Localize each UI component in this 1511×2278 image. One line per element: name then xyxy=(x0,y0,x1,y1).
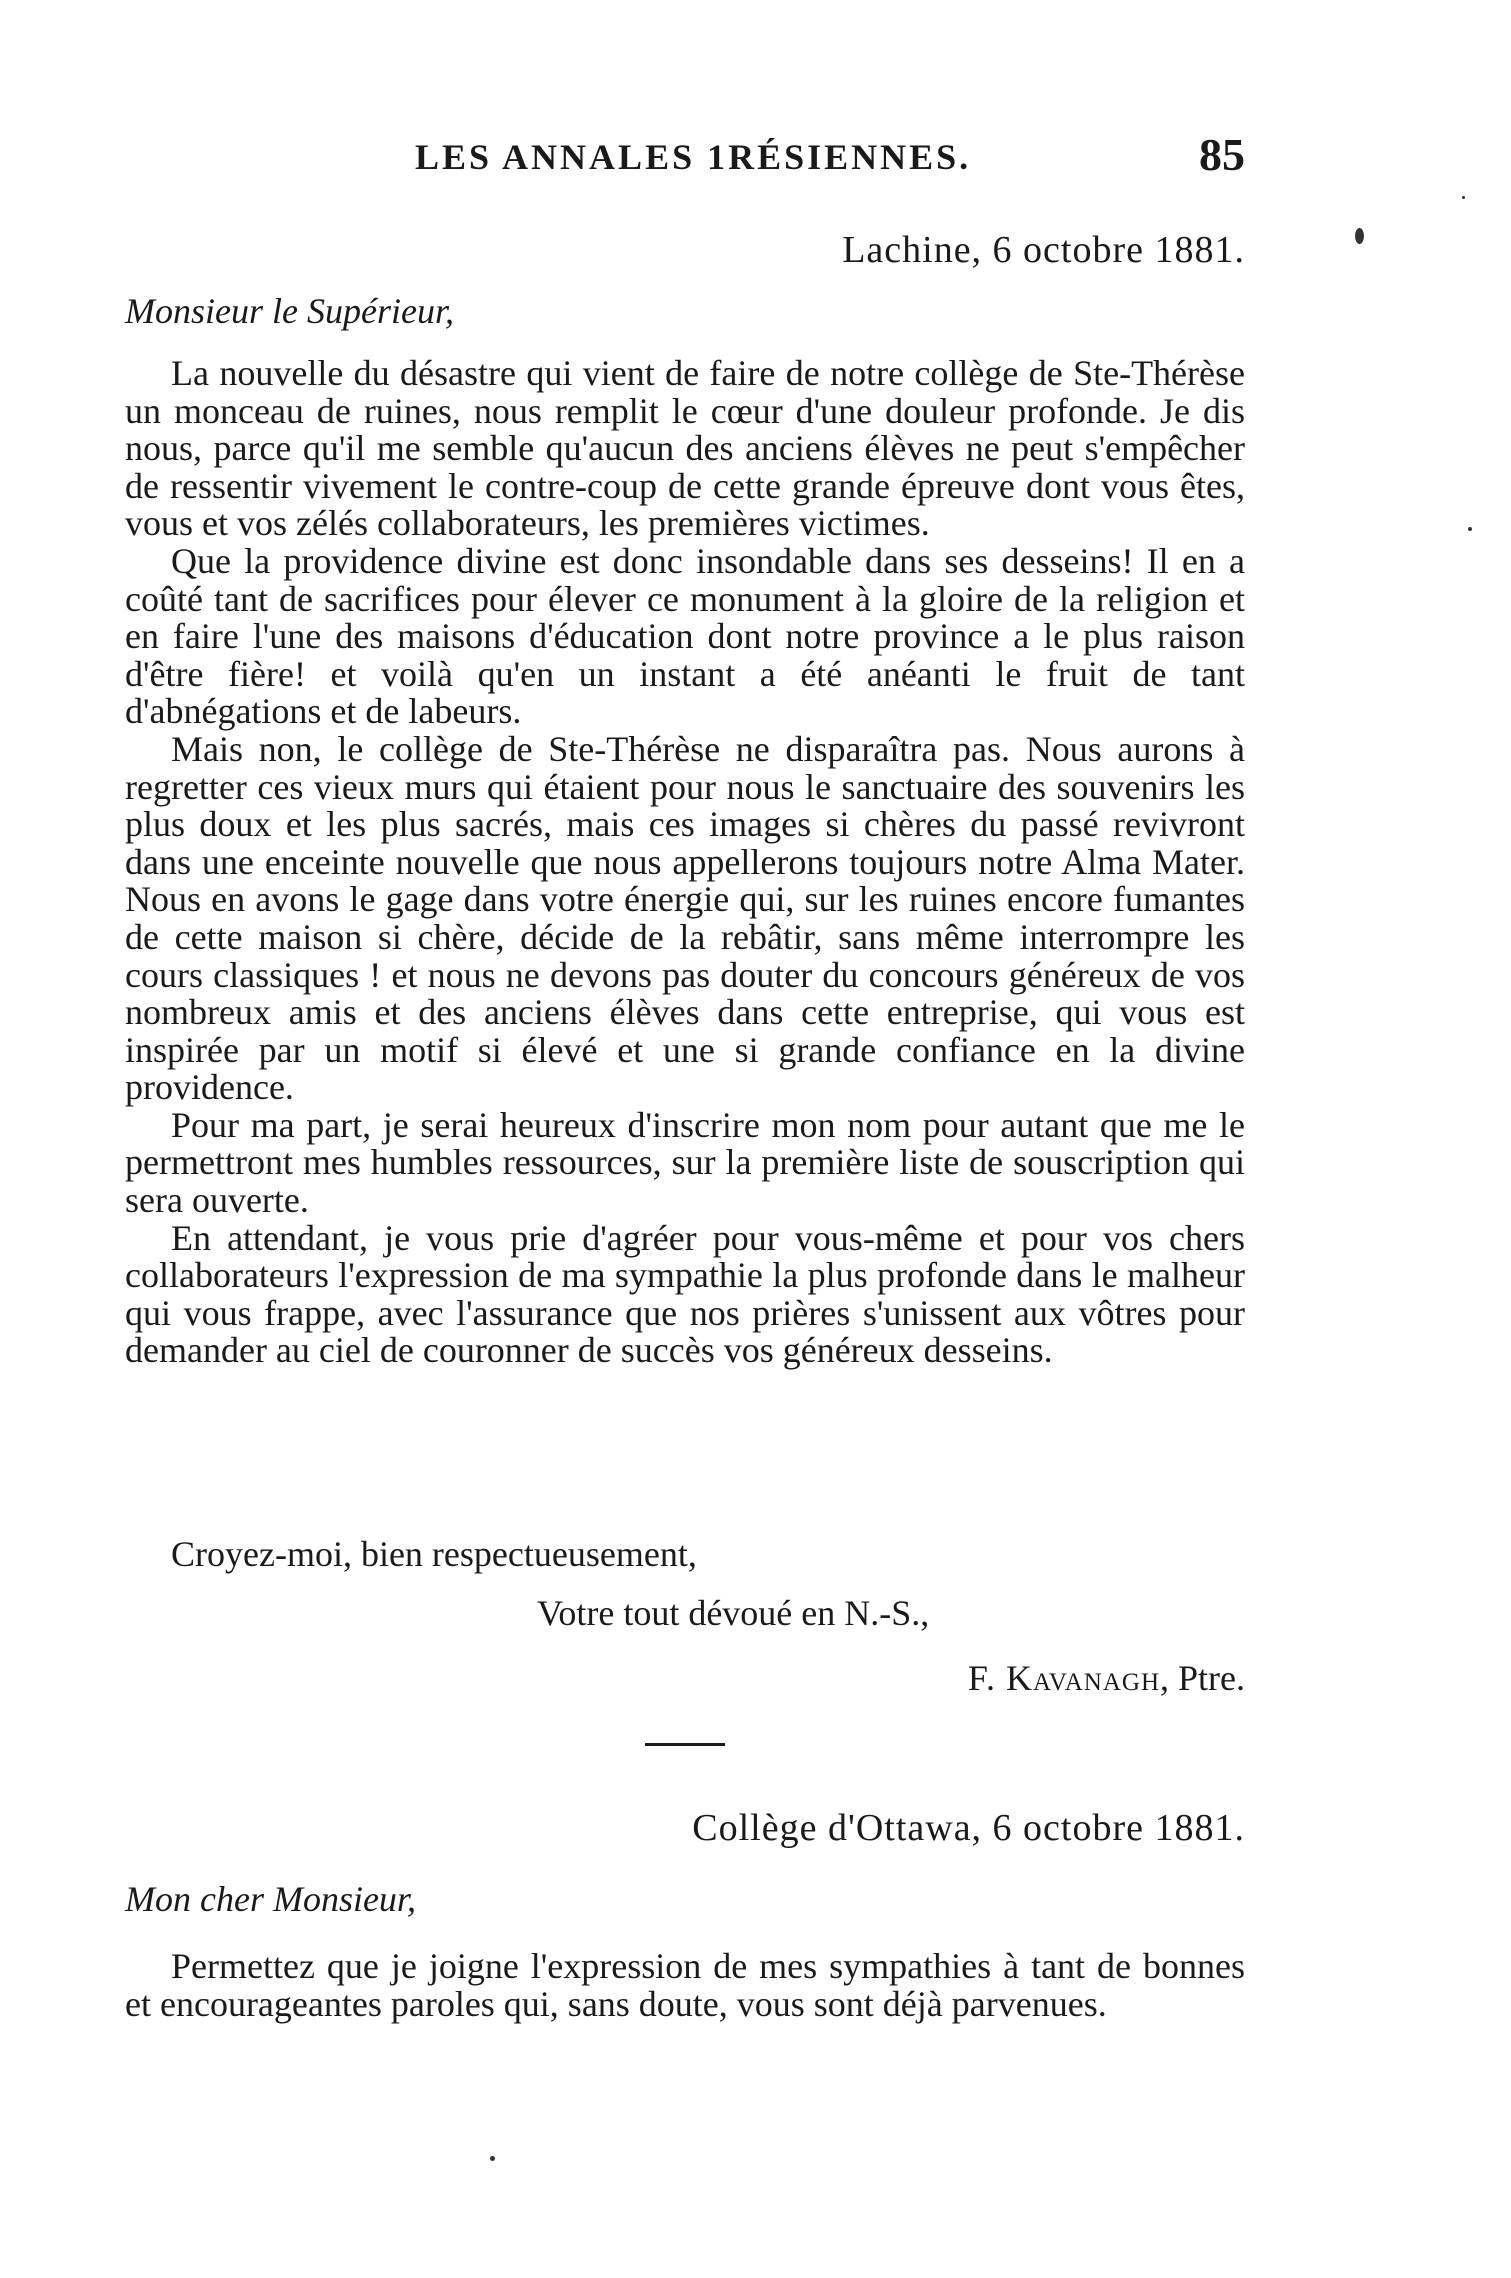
letter2-paragraph: Permettez que je joigne l'expression de mes sympathies à tant de bonnes et encourageantes paroles qui, sans doute, vous sont déjà parvenues. xyxy=(125,1946,1245,2024)
signature-suffix: , Ptre. xyxy=(1160,1658,1245,1698)
letter1-signature xyxy=(968,1657,1245,1699)
letter2-salutation: Mon cher Monsieur, xyxy=(125,1879,416,1919)
letter1-dateline: Lachine, 6 octobre 1881. xyxy=(842,229,1245,271)
letter1-paragraph: La nouvelle du désastre qui vient de faire de notre collège de Ste-Thérèse un monceau de ruines, nous remplit le cœur d'une douleur profonde. Je dis nous, parce qu'il me semble qu'aucun des anciens élèves ne peut s'empêcher de ressentir vivement le contre-coup de cette grande épreuve dont vous êtes, vous et vos zélés collaborateurs, les premières victimes. xyxy=(125,353,1245,544)
section-divider xyxy=(645,1743,725,1746)
signature-name: F. Kavanagh xyxy=(967,1658,1160,1698)
scan-speck xyxy=(1468,527,1472,531)
letter1-valediction: Votre tout dévoué en N.-S., xyxy=(537,1593,930,1633)
letter1-closing: Croyez-moi, bien respectueusement, xyxy=(171,1534,697,1574)
scan-speck xyxy=(1462,196,1465,199)
scan-speck xyxy=(1355,228,1364,244)
document-page xyxy=(125,0,1245,2278)
letter1-body xyxy=(125,355,1245,1370)
running-title: LES ANNALES 1RÉSIENNES. xyxy=(415,137,972,177)
letter2-dateline: Collège d'Ottawa, 6 octobre 1881. xyxy=(692,1807,1245,1849)
letter1-paragraph: En attendant, je vous prie d'agréer pour vous-même et pour vos chers collaborateurs l'expression de ma sympathie la plus profonde dans le malheur qui vous frappe, avec l'assurance que nos prières s'unissent aux vôtres pour demander au ciel de couronner de succès vos généreux desseins. xyxy=(125,1217,1245,1371)
letter1-paragraph: Que la providence divine est donc insondable dans ses desseins! Il en a coûté tant de sacrifices pour élever ce monument à la gloire de la religion et en faire l'une des maisons d'éducation dont notre province a le plus raison d'être fière! et voilà qu'en un instant a été anéanti le fruit de tant d'abnégations et de labeurs. xyxy=(125,540,1245,732)
running-head xyxy=(125,128,1245,188)
letter1-paragraph: Mais non, le collège de Ste-Thérèse ne disparaîtra pas. Nous aurons à regretter ces vieux murs qui étaient pour nous le sanctuaire des souvenirs les plus doux et les plus sacrés, mais ces images si chères du passé revivront dans une enceinte nouvelle que nous appellerons toujours notre Alma Mater. Nous en avons le gage dans votre énergie qui, sur les ruines encore fumantes de cette maison si chère, décide de la rebâtir, sans même interrompre les cours classiques ! et nous ne devons pas douter du concours généreux de vos nombreux amis et des anciens élèves dans cette entreprise, qui vous est inspirée par un motif si élevé et une si grande confiance en la divine providence. xyxy=(125,728,1245,1108)
letter1-salutation: Monsieur le Supérieur, xyxy=(125,291,454,331)
letter2-body xyxy=(125,1948,1245,2023)
letter1-paragraph: Pour ma part, je serai heureux d'inscrire mon nom pour autant que me le permettront mes humbles ressources, sur la première liste de souscription qui sera ouverte. xyxy=(125,1104,1245,1221)
page-number: 85 xyxy=(1199,129,1245,180)
scan-speck xyxy=(490,2156,495,2161)
